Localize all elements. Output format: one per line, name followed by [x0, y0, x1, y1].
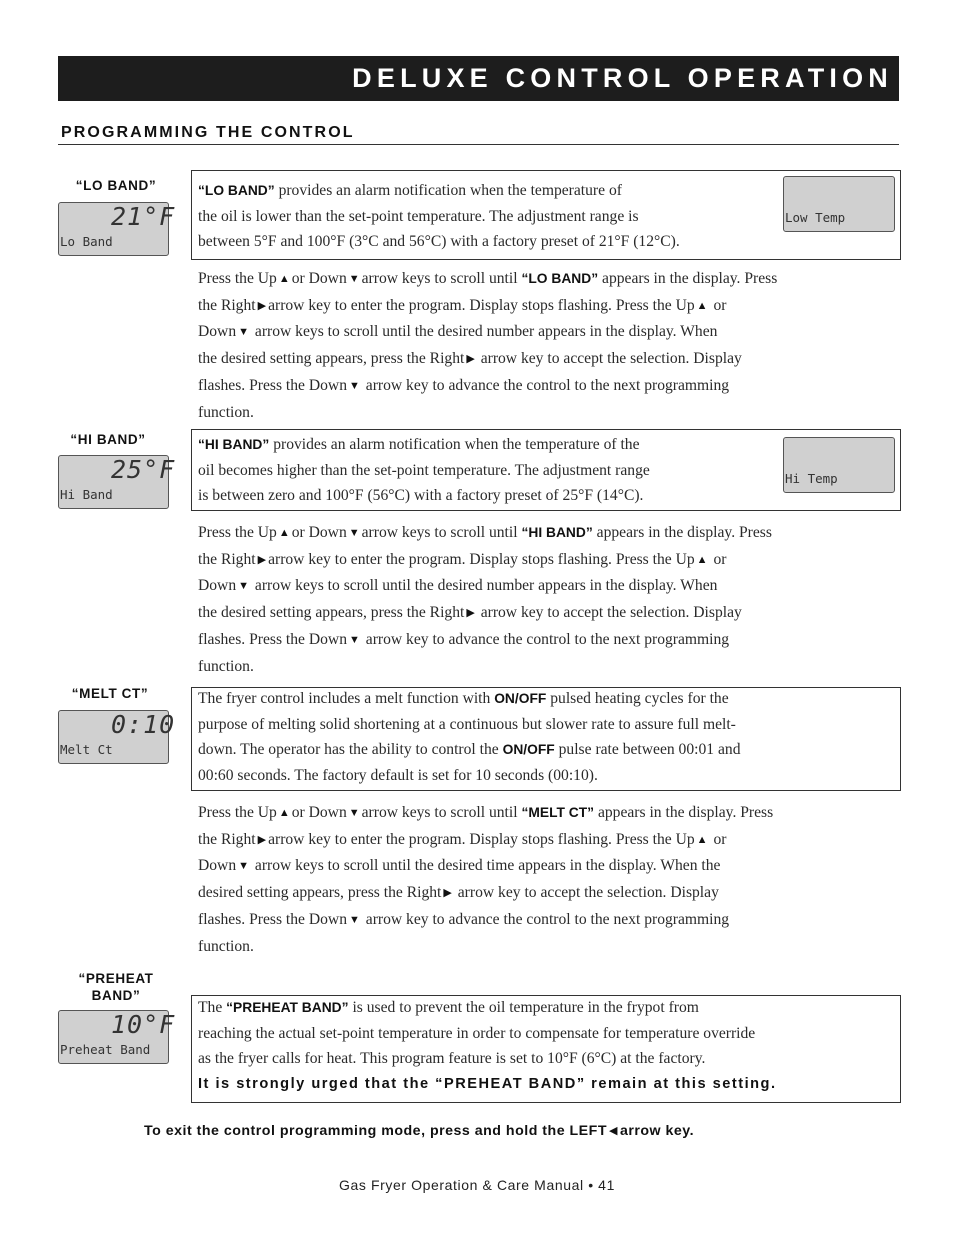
- lo-band-display-value: 21°F: [111, 202, 176, 231]
- hi-band-term: “HI BAND”: [198, 437, 270, 452]
- preheat-band-label: “PREHEAT BAND”: [78, 971, 154, 1003]
- preheat-band-display-text: Preheat Band: [60, 1042, 151, 1057]
- down-arrow-icon: ▼: [349, 379, 360, 392]
- hi-temp-panel-text: Hi Temp: [785, 471, 838, 486]
- header-bar: [58, 56, 899, 101]
- page-footer: Gas Fryer Operation & Care Manual • 41: [339, 1177, 615, 1193]
- up-arrow-icon: ▲: [278, 273, 290, 285]
- down-arrow-icon: ▼: [349, 913, 360, 926]
- low-temp-panel: [783, 176, 895, 232]
- right-arrow-icon: ▶: [257, 299, 267, 312]
- down-arrow-icon: ▼: [348, 273, 360, 285]
- low-temp-panel-text: Low Temp: [785, 210, 846, 225]
- lo-band-display: [58, 202, 176, 256]
- right-arrow-icon: ▶: [443, 887, 452, 900]
- melt-ct-label: “MELT CT”: [71, 686, 149, 701]
- up-arrow-icon: ▲: [696, 553, 708, 566]
- right-arrow-icon: ▶: [257, 553, 267, 566]
- page-title: DELUXE CONTROL OPERATION: [352, 63, 893, 93]
- exit-note: To exit the control programming mode, press and hold the LEFT ◀ arrow key.: [144, 1123, 695, 1139]
- hi-band-label: “HI BAND”: [70, 432, 146, 447]
- lo-band-display-text: Lo Band: [60, 234, 113, 249]
- down-arrow-icon: ▼: [238, 580, 250, 593]
- preheat-band-description: The “PREHEAT BAND” is used to prevent the oil temperature in the frypot from reaching the actual set-point temperature in order to compensate for temperature override as the fryer calls for heat. This program feature is set to 10°F (6°C) at the factory. It is strongly urged that the “PREHEAT BAND” remain at this setting.: [198, 995, 898, 1098]
- down-arrow-icon: ▼: [238, 860, 250, 873]
- right-arrow-icon: ▶: [257, 833, 267, 846]
- melt-ct-display: [58, 710, 176, 764]
- lo-band-description: “LO BAND” provides an alarm notification when the temperature of the oil is lower than the set-point temperature. The adjustment range is between 5°F and 100°F (3°C and 56°C) with a factory preset of 21°F (12°C).: [198, 182, 680, 251]
- preheat-band-display: [58, 1010, 176, 1064]
- hi-band-description: “HI BAND” provides an alarm notification when the temperature of the oil becomes higher than the set-point temperature. The adjustment range is between zero and 100°F (56°C) with a factory preset of 25°F (14°C).: [198, 436, 650, 505]
- section-divider: [58, 144, 899, 145]
- preheat-warning: It is strongly urged that the “PREHEAT BAND” remain at this setting.: [198, 1076, 777, 1093]
- melt-ct-instructions: Press the Up ▲ or Down ▼ arrow keys to scroll until “MELT CT” appears in the display. Press the Right ▶ arrow key to enter the program. Display stops flashing. Press the Up ▲ or Down ▼ arrow keys to scroll until the desired time appears in the display. When the desired setting appears, press the Right ▶ arrow key to accept the selection. Display flashes. Press the Down ▼ arrow key to advance the control to the next programming function.: [198, 800, 903, 959]
- preheat-band-display-value: 10°F: [111, 1010, 176, 1039]
- right-arrow-icon: ▶: [466, 607, 475, 620]
- hi-band-display-value: 25°F: [111, 455, 176, 484]
- left-arrow-icon: ◀: [608, 1125, 618, 1137]
- section-title: PROGRAMMING THE CONTROL: [61, 124, 355, 141]
- up-arrow-icon: ▲: [696, 299, 708, 312]
- hi-band-instructions: Press the Up ▲ or Down ▼ arrow keys to scroll until “HI BAND” appears in the display. Press the Right ▶ arrow key to enter the program. Display stops flashing. Press the Up ▲ or Down ▼ arrow keys to scroll until the desired number appears in the display. When the desired setting appears, press the Right ▶ arrow key to accept the selection. Display flashes. Press the Down ▼ arrow key to advance the control to the next programming function.: [198, 520, 903, 679]
- down-arrow-icon: ▼: [348, 807, 360, 819]
- melt-ct-display-value: 0:10: [111, 710, 176, 739]
- hi-band-display: [58, 455, 176, 509]
- lo-band-term: “LO BAND”: [198, 183, 275, 198]
- lo-band-instructions: Press the Up ▲ or Down ▼ arrow keys to scroll until “LO BAND” appears in the display. Press the Right ▶ arrow key to enter the program. Display stops flashing. Press the Up ▲ or Down ▼ arrow keys to scroll until the desired number appears in the display. When the desired setting appears, press the Right ▶ arrow key to accept the selection. Display flashes. Press the Down ▼ arrow key to advance the control to the next programming function.: [198, 266, 903, 425]
- down-arrow-icon: ▼: [349, 633, 360, 646]
- up-arrow-icon: ▲: [278, 807, 290, 819]
- hi-band-display-text: Hi Band: [60, 487, 113, 502]
- lo-band-label: “LO BAND”: [75, 178, 157, 193]
- down-arrow-icon: ▼: [238, 326, 250, 339]
- melt-ct-display-text: Melt Ct: [60, 742, 113, 757]
- right-arrow-icon: ▶: [466, 353, 475, 366]
- up-arrow-icon: ▲: [696, 833, 708, 846]
- up-arrow-icon: ▲: [278, 527, 290, 539]
- melt-ct-description: The fryer control includes a melt function with ON/OFF pulsed heating cycles for the purpose of melting solid shortening at a continuous but slower rate to assure full melt- down. The operator has the ability to control the ON/OFF pulse rate between 00:01 and 00:60 seconds. The factory default is set for 10 seconds (00:10).: [198, 690, 741, 785]
- hi-temp-panel: [783, 437, 895, 493]
- down-arrow-icon: ▼: [348, 527, 360, 539]
